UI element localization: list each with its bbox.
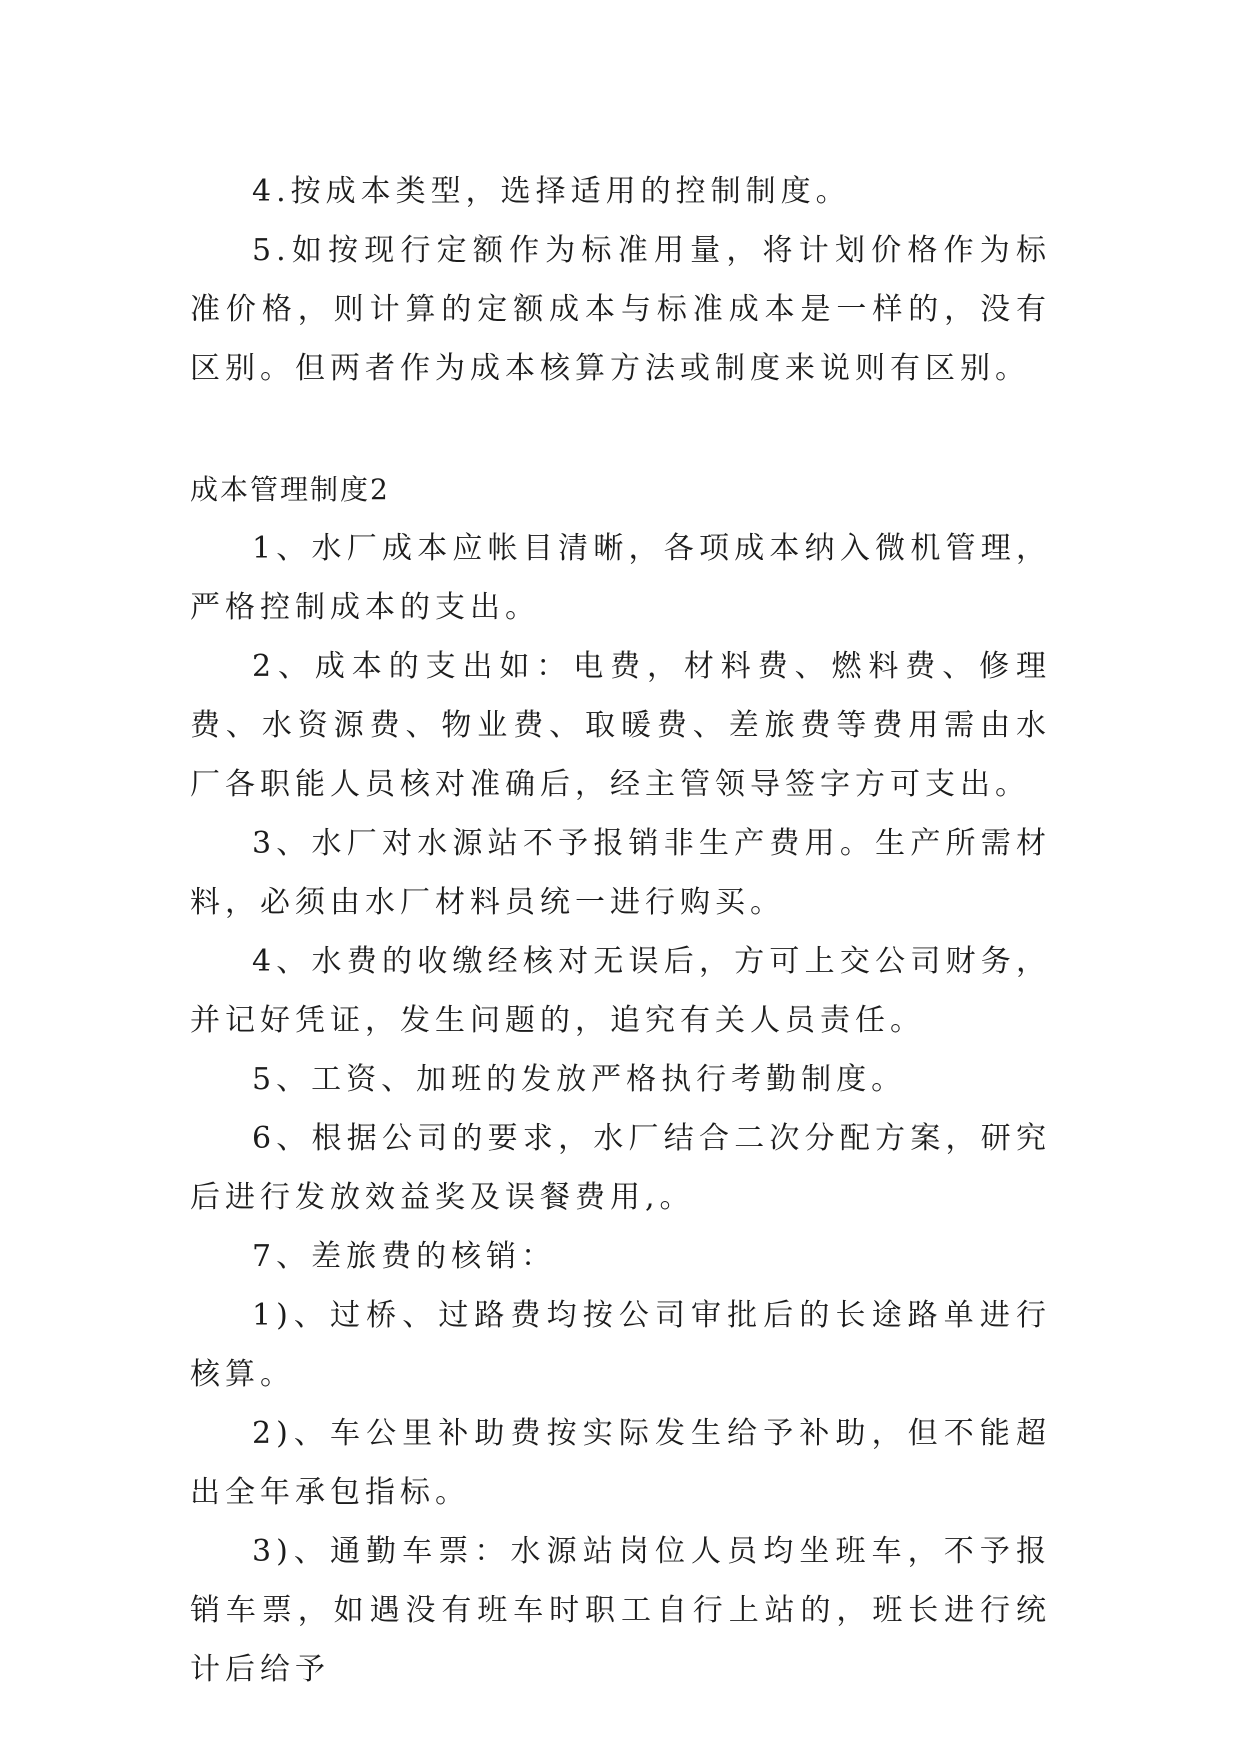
paragraph-subitem-2: 2)、车公里补助费按实际发生给予补助，但不能超出全年承包指标。 xyxy=(190,1416,1051,1510)
section-spacer xyxy=(190,398,1051,460)
paragraph-item-4: 4、水费的收缴经核对无误后，方可上交公司财务，并记好凭证，发生问题的，追究有关人员责任。 xyxy=(190,944,1051,1038)
paragraph-subitem-3: 3)、通勤车票：水源站岗位人员均坐班车，不予报销车票，如遇没有班车时职工自行上站的，班长进行统计后给予 xyxy=(190,1534,1051,1687)
paragraph-item-3: 3、水厂对水源站不予报销非生产费用。生产所需材料，必须由水厂材料员统一进行购买。 xyxy=(190,826,1051,920)
paragraph-subitem-1: 1)、过桥、过路费均按公司审批后的长途路单进行核算。 xyxy=(190,1298,1051,1392)
paragraph-cost-type: 4.按成本类型，选择适用的控制制度。 xyxy=(252,174,851,209)
paragraph-quota-vs-standard: 5.如按现行定额作为标准用量，将计划价格作为标准价格，则计算的定额成本与标准成本是一样的，没有区别。但两者作为成本核算方法或制度来说则有区别。 xyxy=(190,233,1051,386)
paragraph-item-5: 5、工资、加班的发放严格执行考勤制度。 xyxy=(252,1062,907,1097)
paragraph-item-7: 7、差旅费的核销： xyxy=(252,1239,557,1274)
paragraph-item-1: 1、水厂成本应帐目清晰，各项成本纳入微机管理，严格控制成本的支出。 xyxy=(190,531,1051,625)
section-title: 成本管理制度2 xyxy=(190,473,390,506)
paragraph-item-2: 2、成本的支出如：电费，材料费、燃料费、修理费、水资源费、物业费、取暖费、差旅费等费用需由水厂各职能人员核对准确后，经主管领导签字方可支出。 xyxy=(190,649,1051,802)
paragraph-item-6: 6、根据公司的要求，水厂结合二次分配方案，研究后进行发放效益奖及误餐费用,。 xyxy=(190,1121,1051,1215)
